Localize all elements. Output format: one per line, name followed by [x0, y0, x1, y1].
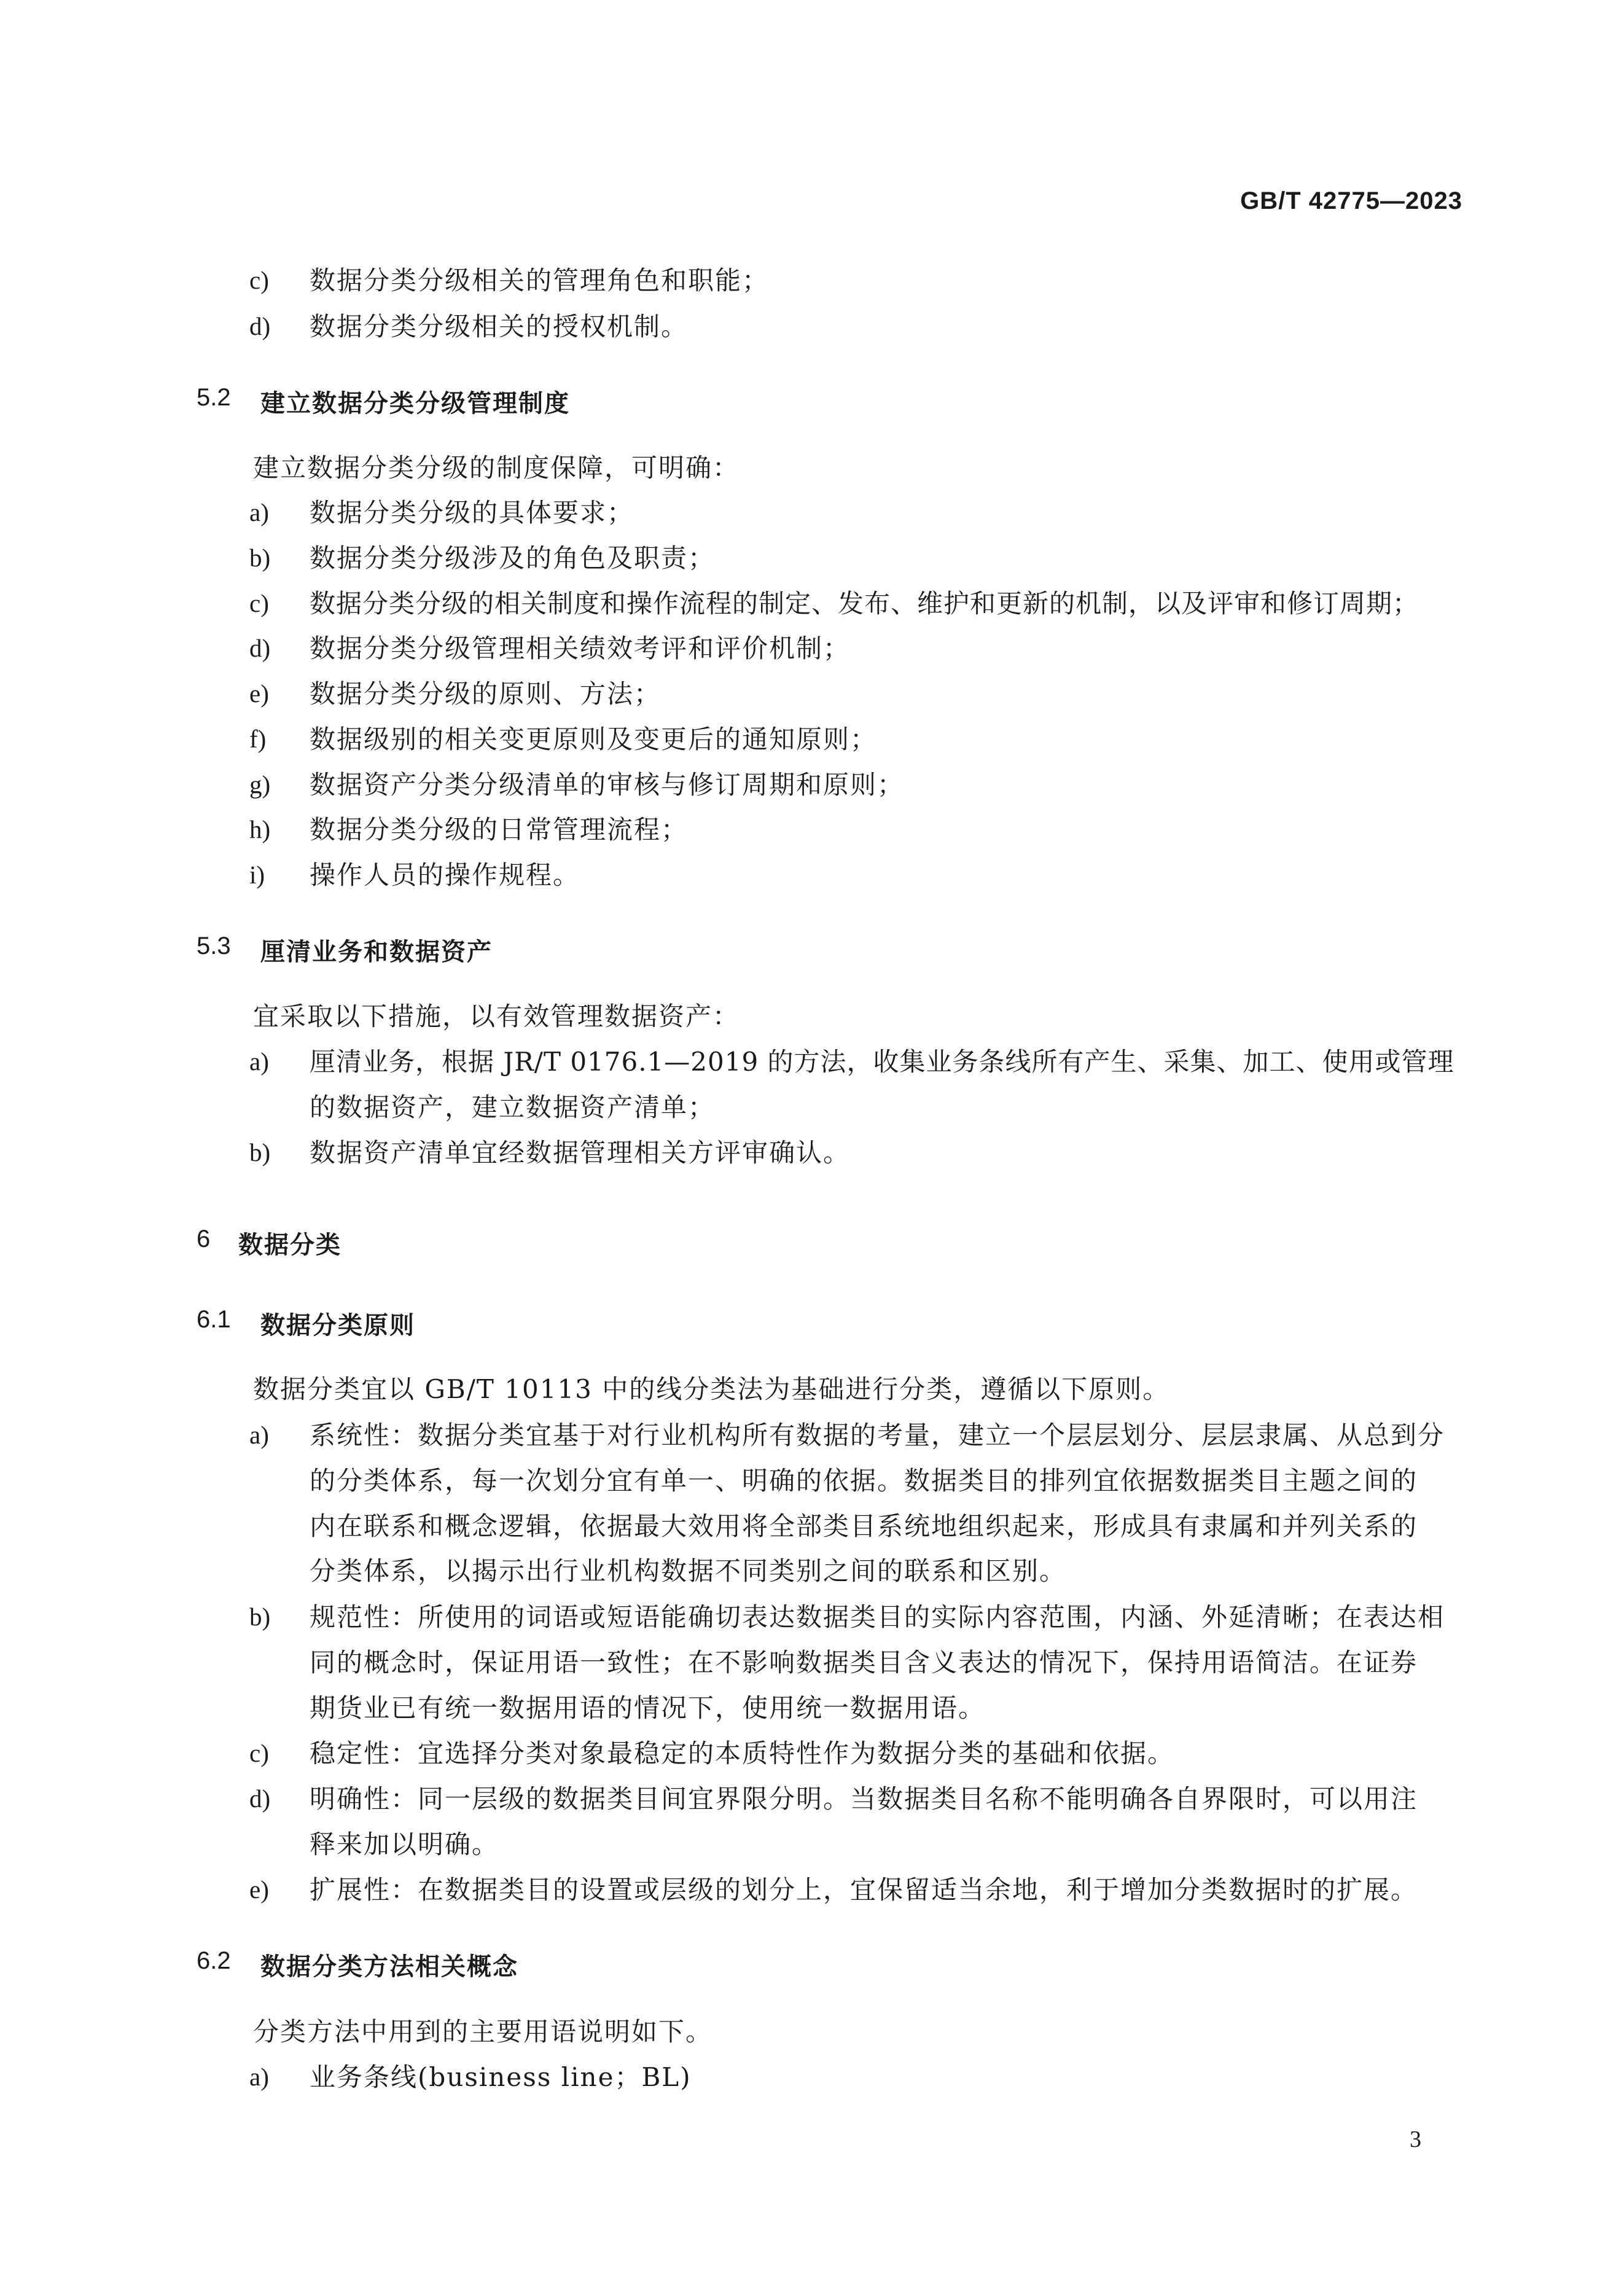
section-title: 数据分类原则 — [260, 1311, 415, 1340]
list-marker: c) — [249, 589, 269, 617]
list-item-text: 数据分类分级涉及的角色及职责； — [310, 543, 716, 573]
section-number: 5.2 — [197, 384, 231, 411]
list-item-text: 扩展性：在数据类目的设置或层级的划分上，宜保留适当余地，利于增加分类数据时的扩展。 — [310, 1875, 1418, 1905]
list-marker: f) — [249, 725, 267, 753]
list-item-text: 业务条线(business line；BL) — [310, 2062, 692, 2092]
list-marker: a) — [249, 1047, 269, 1076]
list-item-text: 释来加以明确。 — [310, 1829, 499, 1859]
list-marker: i) — [249, 861, 265, 889]
list-item-text: 数据资产清单宜经数据管理相关方评审确认。 — [310, 1138, 851, 1168]
section-number: 6.2 — [197, 1947, 231, 1974]
list-marker: h) — [249, 815, 271, 843]
list-item-text: 同的概念时，保证用语一致性；在不影响数据类目含义表达的情况下，保持用语简洁。在证券 — [310, 1647, 1418, 1678]
page-number: 3 — [1410, 2127, 1421, 2152]
list-item-text: 数据分类分级相关的授权机制。 — [310, 311, 689, 342]
section-title: 建立数据分类分级管理制度 — [260, 389, 570, 418]
list-item-text: 规范性：所使用的词语或短语能确切表达数据类目的实际内容范围，内涵、外延清晰；在表达相 — [310, 1602, 1445, 1632]
list-item-text: 数据级别的相关变更原则及变更后的通知原则； — [310, 724, 878, 754]
list-item-text: 数据分类分级的原则、方法； — [310, 679, 662, 709]
paragraph-text: 数据分类宜以 GB/T 10113 中的线分类法为基础进行分类，遵循以下原则。 — [253, 1374, 1170, 1404]
list-item-text: 稳定性：宜选择分类对象最稳定的本质特性作为数据分类的基础和依据。 — [310, 1738, 1175, 1768]
list-item-text: 的分类体系，每一次划分宜有单一、明确的依据。数据类目的排列宜依据数据类目主题之间的 — [310, 1466, 1418, 1496]
list-marker: d) — [249, 312, 271, 340]
section-title: 数据分类方法相关概念 — [260, 1953, 518, 1981]
list-item-text: 数据资产分类分级清单的审核与修订周期和原则； — [310, 770, 905, 800]
list-item-text: 的数据资产，建立数据资产清单； — [310, 1092, 716, 1122]
list-marker: a) — [249, 498, 269, 526]
section-title: 厘清业务和数据资产 — [260, 938, 493, 966]
section-number: 6 — [197, 1225, 211, 1252]
list-marker: b) — [249, 1138, 271, 1166]
list-item-text: 明确性：同一层级的数据类目间宜界限分明。当数据类目名称不能明确各自界限时，可以用注 — [310, 1784, 1418, 1814]
list-marker: b) — [249, 544, 271, 572]
list-item-text: 分类体系，以揭示出行业机构数据不同类别之间的联系和区别。 — [310, 1556, 1067, 1586]
list-marker: e) — [249, 1875, 269, 1904]
list-item-text: 厘清业务，根据 JR/T 0176.1—2019 的方法，收集业务条线所有产生、采集、加工、使用或管理 — [310, 1047, 1454, 1077]
section-number: 6.1 — [197, 1306, 231, 1333]
section-number: 5.3 — [197, 932, 231, 959]
list-marker: c) — [249, 266, 269, 294]
list-marker: a) — [249, 2063, 269, 2091]
list-item-text: 数据分类分级相关的管理角色和职能； — [310, 265, 770, 295]
section-title: 数据分类 — [238, 1231, 342, 1259]
list-item-text: 期货业已有统一数据用语的情况下，使用统一数据用语。 — [310, 1693, 986, 1723]
list-marker: c) — [249, 1739, 269, 1767]
list-item-text: 数据分类分级的相关制度和操作流程的制定、发布、维护和更新的机制，以及评审和修订周期； — [310, 588, 1419, 619]
list-marker: b) — [249, 1603, 271, 1631]
paragraph-text: 宜采取以下措施，以有效管理数据资产： — [253, 1001, 740, 1031]
list-item-text: 操作人员的操作规程。 — [310, 860, 580, 890]
list-item-text: 内在联系和概念逻辑，依据最大效用将全部类目系统地组织起来，形成具有隶属和并列关系的 — [310, 1511, 1418, 1541]
list-item-text: 系统性：数据分类宜基于对行业机构所有数据的考量，建立一个层层划分、层层隶属、从总到分 — [310, 1420, 1445, 1450]
list-item-text: 数据分类分级管理相关绩效考评和评价机制； — [310, 633, 851, 663]
list-marker: a) — [249, 1421, 269, 1449]
list-marker: d) — [249, 634, 271, 662]
paragraph-text: 分类方法中用到的主要用语说明如下。 — [253, 2017, 713, 2047]
list-item-text: 数据分类分级的日常管理流程； — [310, 814, 689, 845]
paragraph-text: 建立数据分类分级的制度保障，可明确： — [253, 453, 740, 483]
list-marker: e) — [249, 679, 269, 708]
list-item-text: 数据分类分级的具体要求； — [310, 498, 634, 528]
list-marker: d) — [249, 1784, 271, 1813]
list-marker: g) — [249, 770, 271, 799]
standard-code: GB/T 42775—2023 — [1240, 187, 1462, 214]
